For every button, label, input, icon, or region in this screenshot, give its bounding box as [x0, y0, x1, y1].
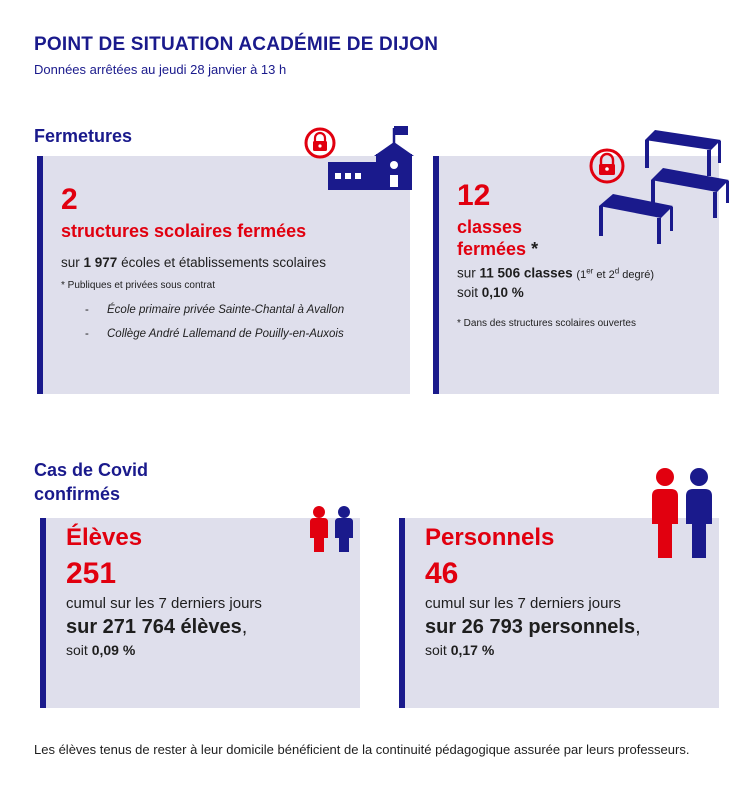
classes-percentage: soit 0,10 % [457, 285, 524, 300]
footer-note: Les élèves tenus de rester à leur domicile bénéficient de la continuité pédagogique assurée par leurs professeurs. [34, 742, 690, 757]
personnels-number: 46 [425, 557, 459, 590]
structures-number: 2 [61, 183, 78, 216]
page-subtitle: Données arrêtées au jeudi 28 janvier à 13 h [34, 62, 287, 77]
list-dash: - [85, 328, 89, 340]
section-heading-covid: Cas de Covid confirmés [34, 460, 149, 504]
personnels-percentage: soit 0,17 % [425, 642, 495, 658]
school-building-icon [300, 120, 420, 192]
structures-total-line: sur 1 977 écoles et établissements scolaires [61, 255, 326, 270]
classes-note: * Dans des structures scolaires ouvertes [457, 318, 636, 329]
eleves-total: sur 271 764 élèves, [66, 616, 248, 638]
personnels-total: sur 26 793 personnels, [425, 616, 641, 638]
eleves-percentage: soit 0,09 % [66, 642, 136, 658]
page-title: POINT DE SITUATION ACADÉMIE DE DIJON [34, 34, 439, 55]
structures-total-count: 1 977 [83, 255, 118, 270]
classes-total-line: sur 11 506 classes (1er et 2$^d$ degré) [457, 265, 655, 281]
classes-label-line2: fermées * [457, 239, 539, 259]
structures-note: * Publiques et privées sous contrat [61, 280, 215, 291]
eleves-cumul: cumul sur les 7 derniers jours [66, 595, 262, 612]
student-figures-icon [306, 504, 358, 556]
classes-label-line1: classes [457, 217, 523, 237]
classes-number: 12 [457, 179, 491, 212]
structures-label: structures scolaires fermées [61, 221, 307, 241]
desks-icon [585, 128, 735, 246]
list-item: École primaire privée Sainte-Chantal à Avallon [107, 304, 345, 316]
list-dash: - [85, 304, 89, 316]
staff-figures-icon [648, 466, 716, 560]
personnels-title: Personnels [425, 524, 555, 551]
eleves-title: Élèves [66, 524, 143, 551]
personnels-cumul: cumul sur les 7 derniers jours [425, 595, 621, 612]
lock-icon [591, 150, 623, 182]
eleves-number: 251 [66, 557, 117, 590]
list-item: Collège André Lallemand de Pouilly-en-Auxois [107, 328, 344, 340]
section-heading-fermetures: Fermetures [34, 126, 133, 146]
lock-icon [306, 129, 334, 157]
